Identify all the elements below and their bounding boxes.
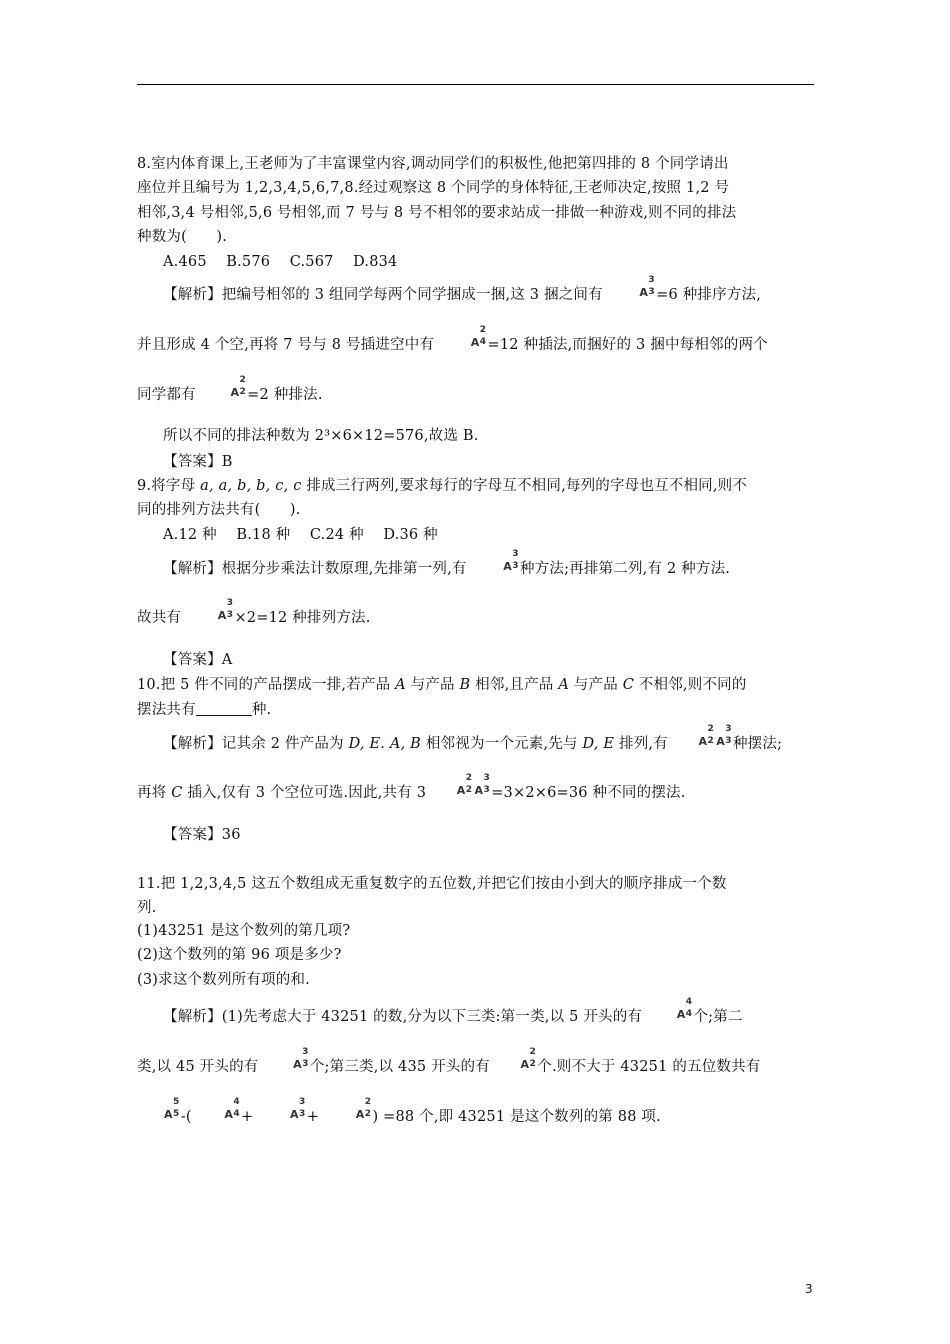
q9-line2: 同的排列方法共有( ). [137, 502, 301, 518]
text: 故共有 [137, 610, 182, 626]
page-number: 3 [805, 1282, 813, 1296]
q11-solution-line3 [163, 1097, 661, 1127]
text: ) =88 个,即 43251 是这个数列的第 88 项. [372, 1109, 661, 1125]
text: 【解析】根据分步乘法计数原理,先排第一列,有 [163, 561, 467, 577]
perm-symbol: A 2 2 [355, 1097, 372, 1121]
text: =12 种插法,而捆好的 3 捆中每相邻的两个 [487, 337, 768, 353]
text: 个;第二 [693, 1009, 743, 1025]
perm-symbol: A 2 2 [230, 375, 246, 399]
perm-symbol: A 3 3 [293, 1047, 309, 1071]
text: 种. [251, 702, 272, 718]
q11-part1: (1)43251 是这个数列的第几项? [137, 923, 351, 939]
text: 插入,仅有 3 个空位可选.因此,共有 3 [182, 785, 427, 801]
text: =6 种排序方法, [656, 287, 762, 303]
text: -( [180, 1109, 192, 1125]
q8-line3: 相邻,3,4 号相邻,5,6 号相邻,而 7 号与 8 号不相邻的要求站成一排做一种游戏,则不同的排法 [137, 205, 737, 221]
q9-solution-line1 [163, 549, 731, 579]
perm-symbol: A 3 3 [474, 773, 490, 797]
text: =3×2×6=36 种不同的摆法. [491, 785, 686, 801]
q11-part3: (3)求这个数列所有项的和. [137, 972, 310, 988]
q11-line2: 列. [137, 900, 157, 916]
text: + [241, 1109, 254, 1125]
text: 【解析】把编号相邻的 3 组同学每两个同学捆成一捆,这 3 捆之间有 [163, 287, 603, 303]
q8-solution-line3 [137, 375, 323, 405]
text: 与产品 [568, 677, 623, 693]
perm-symbol: A 3 3 [503, 549, 519, 573]
vars: D, E. A, B [348, 736, 422, 752]
perm-symbol: A 2 2 [698, 724, 715, 748]
text: 个;第三类,以 435 开头的有 [309, 1059, 490, 1075]
text: 9.将字母 [137, 478, 201, 494]
q10-line2 [137, 700, 271, 720]
text: 排列,有 [614, 736, 668, 752]
q8-line2: 座位并且编号为 1,2,3,4,5,6,7,8.经过观察这 8 个同学的身体特征,王老师决定,按照 1,2 号 [137, 180, 730, 196]
text: 不相邻,则不同的 [634, 677, 747, 693]
q8-answer: 【答案】B [163, 454, 233, 470]
text: 相邻,且产品 [470, 677, 559, 693]
text: 10.把 5 件不同的产品摆成一排,若产品 [137, 677, 396, 693]
q11-solution-line1 [163, 997, 743, 1027]
var-c: C [622, 677, 634, 693]
text: 【解析】(1)先考虑大于 43251 的数,分为以下三类:第一类,以 5 开头的有 [163, 1009, 643, 1025]
text: 再将 [137, 785, 172, 801]
q11-solution-line2 [137, 1047, 761, 1077]
text: =2 种排法. [247, 387, 323, 403]
perm-symbol: A 2 4 [470, 325, 487, 349]
q9-line1 [137, 476, 747, 496]
text: 类,以 45 开头的有 [137, 1059, 259, 1075]
perm-symbol: A 3 3 [290, 1097, 306, 1121]
q9-options: A.12 种 B.18 种 C.24 种 D.36 种 [163, 527, 438, 543]
q10-line1 [137, 675, 747, 695]
var-b: B [459, 677, 471, 693]
text: 与产品 [405, 677, 460, 693]
q10-solution-line2 [137, 773, 686, 803]
text: ×2=12 种排列方法. [234, 610, 371, 626]
q11-line1: 11.把 1,2,3,4,5 这五个数组成无重复数字的五位数,并把它们按由小到大的顺序排成一个数 [137, 876, 727, 892]
answer-blank [196, 701, 252, 716]
perm-symbol: A 4 4 [224, 1097, 240, 1121]
q8-line1: 8.室内体育课上,王老师为了丰富课堂内容,调动同学们的积极性,他把第四排的 8 个同学请出 [137, 156, 729, 172]
perm-symbol: A 3 3 [639, 275, 655, 299]
q10-answer: 【答案】36 [163, 827, 241, 843]
var-a: A [395, 677, 406, 693]
letters: a, a, b, b, c, c [200, 478, 302, 494]
text: 个.则不大于 43251 的五位数共有 [537, 1059, 761, 1075]
q10-solution-line1 [163, 724, 783, 754]
perm-symbol: A 4 4 [676, 997, 693, 1021]
vars: D, E [582, 736, 615, 752]
perm-symbol: A 2 2 [520, 1047, 537, 1071]
q9-solution-line2 [137, 598, 371, 628]
text: 【解析】记其余 2 件产品为 [163, 736, 349, 752]
text: + [306, 1109, 320, 1125]
q8-line4: 种数为( ). [137, 229, 228, 245]
text: 摆法共有 [137, 702, 196, 718]
q11-part2: (2)这个数列的第 96 项是多少? [137, 947, 342, 963]
text: 同学都有 [137, 387, 196, 403]
var-a: A [558, 677, 569, 693]
q9-answer: 【答案】A [163, 652, 233, 668]
var-c: C [171, 785, 183, 801]
q8-solution-line4: 所以不同的排法种数为 2³×6×12=576,故选 B. [163, 428, 479, 444]
header-rule [137, 84, 814, 85]
q8-solution-line1 [163, 275, 762, 305]
text: 种摆法; [732, 736, 783, 752]
perm-symbol: A 3 3 [217, 598, 234, 622]
q8-solution-line2 [137, 325, 768, 355]
q8-options: A.465 B.576 C.567 D.834 [163, 254, 398, 270]
perm-symbol: A 5 5 [164, 1097, 180, 1121]
perm-symbol: A 3 3 [716, 724, 732, 748]
text: 种方法;再排第二列,有 2 种方法. [519, 561, 731, 577]
text: 排成三行两列,要求每行的字母互不相同,每列的字母也互不相同,则不 [301, 478, 748, 494]
perm-symbol: A 2 2 [456, 773, 473, 797]
text: 并且形成 4 个空,再将 7 号与 8 号插进空中有 [137, 337, 435, 353]
text: 相邻视为一个元素,先与 [421, 736, 583, 752]
